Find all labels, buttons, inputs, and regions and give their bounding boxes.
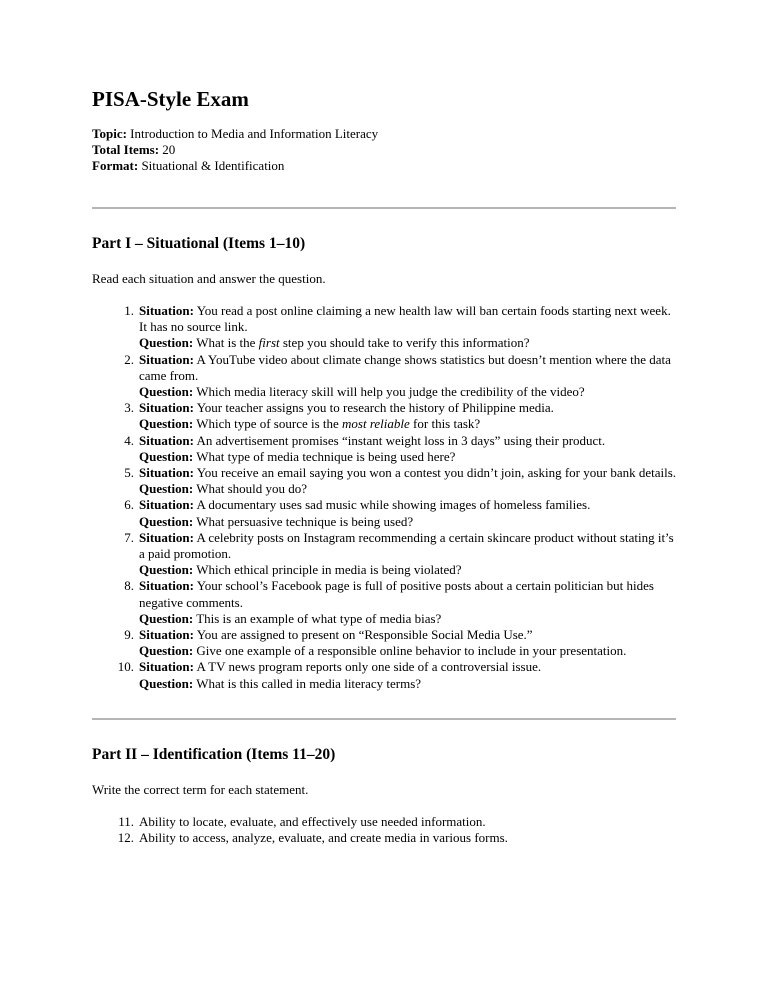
situational-item [92, 352, 682, 401]
item-number: 12. [117, 830, 134, 846]
situation-line [139, 400, 682, 416]
meta-topic-label: Topic: [92, 126, 127, 141]
item-number: 8. [124, 578, 134, 594]
situation-line [139, 465, 682, 481]
question-line [139, 643, 682, 659]
question-line [139, 562, 682, 578]
situation-text: You receive an email saying you won a contest you didn’t join, asking for your bank details. [196, 465, 677, 481]
situation-line [139, 659, 682, 675]
situation-text: An advertisement promises “instant weight loss in 3 days” using their product. [196, 432, 606, 448]
meta-topic-value: Introduction to Media and Information Literacy [130, 126, 379, 141]
question-line [139, 384, 682, 400]
question-text: This is an example of what type of media bias? [196, 610, 442, 626]
question-text-end: step you should take to verify this information? [279, 335, 530, 351]
situation-text: A TV news program reports only one side of a controversial issue. [196, 659, 542, 675]
situational-item [92, 303, 682, 352]
situation-line [139, 627, 682, 643]
situation-label: Situation: [139, 432, 194, 448]
question-text: What is the [196, 335, 259, 351]
situation-text: A YouTube video about climate change shows statistics but doesn’t mention where the data came from. [139, 351, 671, 383]
situation-line [139, 530, 682, 562]
question-label: Question: [139, 675, 194, 691]
question-label: Question: [139, 562, 194, 578]
situation-line [139, 578, 682, 610]
meta-format-value: Situational & Identification [141, 158, 285, 173]
item-number: 1. [124, 303, 134, 318]
question-text: What should you do? [196, 481, 308, 497]
meta-format [92, 158, 682, 174]
question-text-end: for this task? [409, 416, 481, 432]
meta-topic [92, 126, 682, 142]
situation-line [139, 497, 682, 513]
part1-heading: Part I – Situational (Items 1–10) [92, 235, 306, 252]
question-label: Question: [139, 610, 194, 626]
meta-total-items [92, 142, 682, 158]
situation-text: A documentary uses sad music while showing images of homeless families. [196, 497, 591, 513]
situational-item [92, 659, 682, 691]
part2-heading: Part II – Identification (Items 11–20) [92, 745, 336, 763]
part2-instruction: Write the correct term for each statement. [92, 781, 309, 797]
meta-total-label: Total Items: [92, 142, 160, 157]
exam-document [92, 86, 682, 846]
situational-item [92, 530, 682, 579]
situation-line [139, 303, 682, 335]
question-line [139, 449, 682, 465]
situational-item [92, 465, 682, 497]
situational-item [92, 400, 682, 432]
part1-instruction: Read each situation and answer the question. [92, 271, 326, 286]
section-divider [92, 207, 676, 209]
item-number: 4. [124, 432, 134, 448]
question-label: Question: [139, 384, 194, 400]
question-text: Which media literacy skill will help you judge the credibility of the video? [196, 384, 585, 400]
situation-label: Situation: [139, 400, 194, 416]
question-text: Which type of source is the [196, 416, 343, 432]
situation-line [139, 433, 682, 449]
question-label: Question: [139, 513, 194, 529]
item-number: 3. [124, 400, 134, 416]
item-number: 10. [117, 659, 134, 675]
question-emphasis: most reliable [342, 416, 410, 432]
situation-text: A celebrity posts on Instagram recommending a certain skincare product without stating it’s a paid promotion. [139, 529, 674, 562]
question-line [139, 676, 682, 692]
situation-text: You are assigned to present on “Responsible Social Media Use.” [196, 627, 533, 643]
item-number: 9. [124, 627, 134, 643]
question-text: What is this called in media literacy terms? [196, 675, 422, 691]
situation-label: Situation: [139, 351, 194, 367]
section-divider [92, 718, 676, 720]
item-number: 6. [124, 497, 134, 513]
identification-item [92, 814, 682, 830]
page-title: PISA-Style Exam [92, 87, 249, 111]
item-number: 7. [124, 529, 134, 545]
question-line [139, 335, 682, 351]
item-number: 11. [118, 813, 134, 829]
situation-text: You read a post online claiming a new health law will ban certain foods starting next week. It has no source link. [139, 303, 671, 335]
meta-total-value: 20 [162, 142, 176, 157]
exam-meta [92, 126, 682, 174]
situation-label: Situation: [139, 303, 194, 318]
situational-item [92, 497, 682, 529]
question-text: What type of media technique is being used here? [196, 448, 456, 464]
question-label: Question: [139, 643, 194, 659]
question-line [139, 416, 682, 432]
situation-label: Situation: [139, 465, 194, 481]
question-text: Which ethical principle in media is being violated? [196, 562, 462, 578]
question-text: Give one example of a responsible online behavior to include in your presentation. [196, 643, 627, 659]
identification-item [92, 830, 682, 846]
question-line [139, 611, 682, 627]
situation-label: Situation: [139, 497, 194, 513]
situation-label: Situation: [139, 578, 194, 594]
situation-label: Situation: [139, 529, 194, 545]
situation-line [139, 352, 682, 384]
identification-statement: Ability to access, analyze, evaluate, and create media in various forms. [139, 830, 508, 846]
item-number: 2. [124, 351, 134, 367]
question-line [139, 514, 682, 530]
situational-item [92, 433, 682, 465]
part2-items-list [92, 814, 682, 846]
question-emphasis: first [258, 335, 280, 351]
identification-statement: Ability to locate, evaluate, and effectively use needed information. [139, 813, 486, 829]
question-label: Question: [139, 416, 194, 432]
question-label: Question: [139, 335, 194, 351]
situation-label: Situation: [139, 627, 194, 643]
item-number: 5. [124, 465, 134, 481]
question-line [139, 481, 682, 497]
situation-label: Situation: [139, 659, 194, 675]
part1-items-list [92, 303, 682, 692]
question-label: Question: [139, 448, 194, 464]
situation-text: Your teacher assigns you to research the history of Philippine media. [196, 400, 554, 416]
situation-text: Your school’s Facebook page is full of positive posts about a certain politician but hides negative comments. [139, 578, 654, 610]
question-text: What persuasive technique is being used? [196, 513, 414, 529]
meta-format-label: Format: [92, 158, 139, 173]
question-label: Question: [139, 481, 194, 497]
situational-item [92, 627, 682, 659]
situational-item [92, 578, 682, 627]
